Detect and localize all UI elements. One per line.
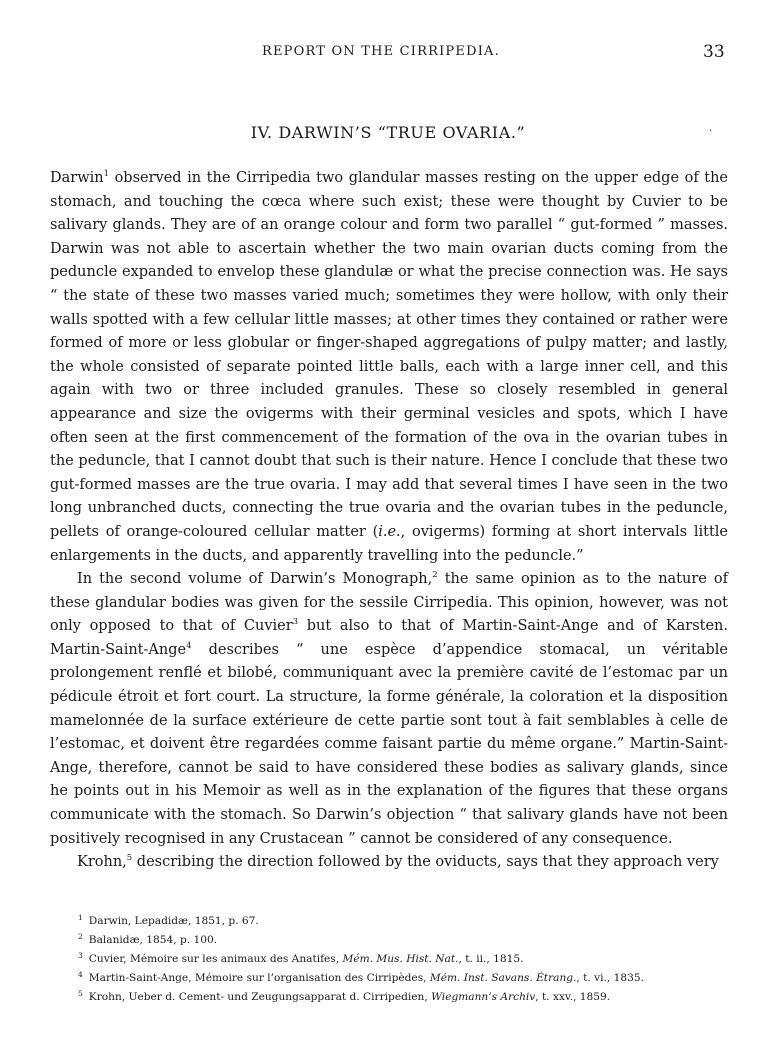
footnote-number: 3 [78, 951, 83, 960]
section-title: IV. DARWIN’S “TRUE OVARIA.” [250, 123, 526, 142]
text-run: , ovigerms) forming at short intervals little enlargements in the ducts, and apparently travelling into the peduncle.” [50, 523, 728, 564]
footnote [78, 948, 728, 967]
footnote-journal: Wiegmann’s Archiv [431, 991, 536, 1003]
footnote [78, 910, 728, 929]
footnote-number: 1 [78, 913, 83, 922]
footnote-text: Darwin, Lepadidæ, 1851, p. 67. [88, 915, 259, 927]
body-text [50, 167, 728, 875]
text-run: describes “ une espèce d’appendice stomacal, un véritable prolongement renflé et bilobé, communiquant avec la première cavité de l’estomac par un pédicule étroit et fort court. La structure, la forme générale, la coloration et la disposition mamelonnée de la surface extérieure de cette partie sont tout à fait semblables à celle de l’estomac, et doivent être regardées comme faisant partie du même organe.” Martin-Saint-Ange, therefore, cannot be said to have considered these bodies as salivary glands, since he points out in his Memoir as well as in the explanation of the figures that these organs communicate with the stomach. So Darwin’s objection “ that salivary glands have not been positively recognised in any Crustacean ” cannot be considered of any consequence. [50, 641, 728, 847]
footnote-ref: 3 [292, 617, 299, 628]
footnote-number: 5 [78, 989, 83, 998]
footnote-text: , t. xxv., 1859. [535, 991, 611, 1003]
italic-run: i.e. [378, 523, 401, 540]
paragraph [50, 568, 728, 851]
running-head: REPORT ON THE CIRRIPEDIA. [262, 44, 500, 59]
text-run: the same opinion as to the nature of these glandular bodies was given for the sessile Cirripedia. This opinion, however, was not only opposed to that of Cuvier [50, 571, 728, 635]
text-run: Krohn, [77, 854, 127, 871]
footnote-text: Cuvier, Mémoire sur les animaux des Anatifes, [88, 953, 343, 965]
paragraph [50, 851, 728, 875]
footnote-ref: 4 [186, 640, 192, 651]
footnote-text: , t. ii., 1815. [458, 953, 524, 965]
footnote-journal: Mém. Mus. Hist. Nat. [342, 953, 459, 965]
text-run: In the second volume of Darwin’s Monograph, [77, 571, 433, 588]
text-run: Darwin [50, 170, 104, 186]
text-run: but also to that of Martin-Saint-Ange and of Karsten. Martin-Saint-Ange [50, 618, 728, 658]
margin-dot: · [709, 126, 713, 137]
footnote-text: Balanidæ, 1854, p. 100. [88, 934, 218, 946]
text-run: observed in the Cirripedia two glandular masses resting on the upper edge of the stomach, and touching the cœca where such exist; these were thought by Cuvier to be salivary glands. They are of an orange colour and form two parallel “ gut-formed ” masses. Darwin was not able to ascertain whether the two main ovarian ducts coming from the peduncle expanded to envelop these glandulæ or what the precise connection was. He says “ the state of these two masses varied much; sometimes they were hollow, with only their walls spotted with a few cellular little masses; at other times they contained or rather were formed of more or less globular or finger-shaped aggregations of pulpy matter; and lastly, the whole consisted of separate pointed little balls, each with a large inner cell, and this again with two or three included granules. These so closely resembled in general appearance and size the ovigerms with their germinal vesicles and spots, which I have often seen at the first commencement of the formation of the ova in the ovarian tubes in the peduncle, that I cannot doubt that such is their nature. Hence I conclude that these two gut-formed masses are the true ovaria. I may add that several times I have seen in the two long unbranched ducts, connecting the true ovaria and the ovarian tubes in the peduncle, pellets of orange-coloured cellular matter ( [50, 170, 728, 540]
paragraph [50, 167, 728, 568]
text-run: describing the direction followed by the oviducts, says that they approach very [132, 854, 719, 871]
footnote-text: Martin-Saint-Ange, Mémoire sur l’organisation des Cirripèdes, [88, 972, 430, 984]
footnote-ref: 2 [432, 570, 438, 581]
footnote-text: Krohn, Ueber d. Cement- und Zeugungsapparat d. Cirripedien, [88, 991, 432, 1003]
page-number: 33 [703, 42, 725, 62]
footnote [78, 967, 728, 986]
footnote-ref: 1 [103, 169, 110, 179]
footnotes [78, 910, 728, 1005]
footnote [78, 929, 728, 948]
footnote-rule [50, 903, 728, 904]
footnote-number: 4 [78, 970, 83, 979]
footnote [78, 986, 728, 1005]
footnote-number: 2 [78, 932, 83, 941]
footnote-journal: Mém. Inst. Savans. Étrang. [429, 972, 577, 984]
footnote-text: , t. vi., 1835. [576, 972, 644, 984]
footnote-ref: 5 [126, 853, 133, 864]
